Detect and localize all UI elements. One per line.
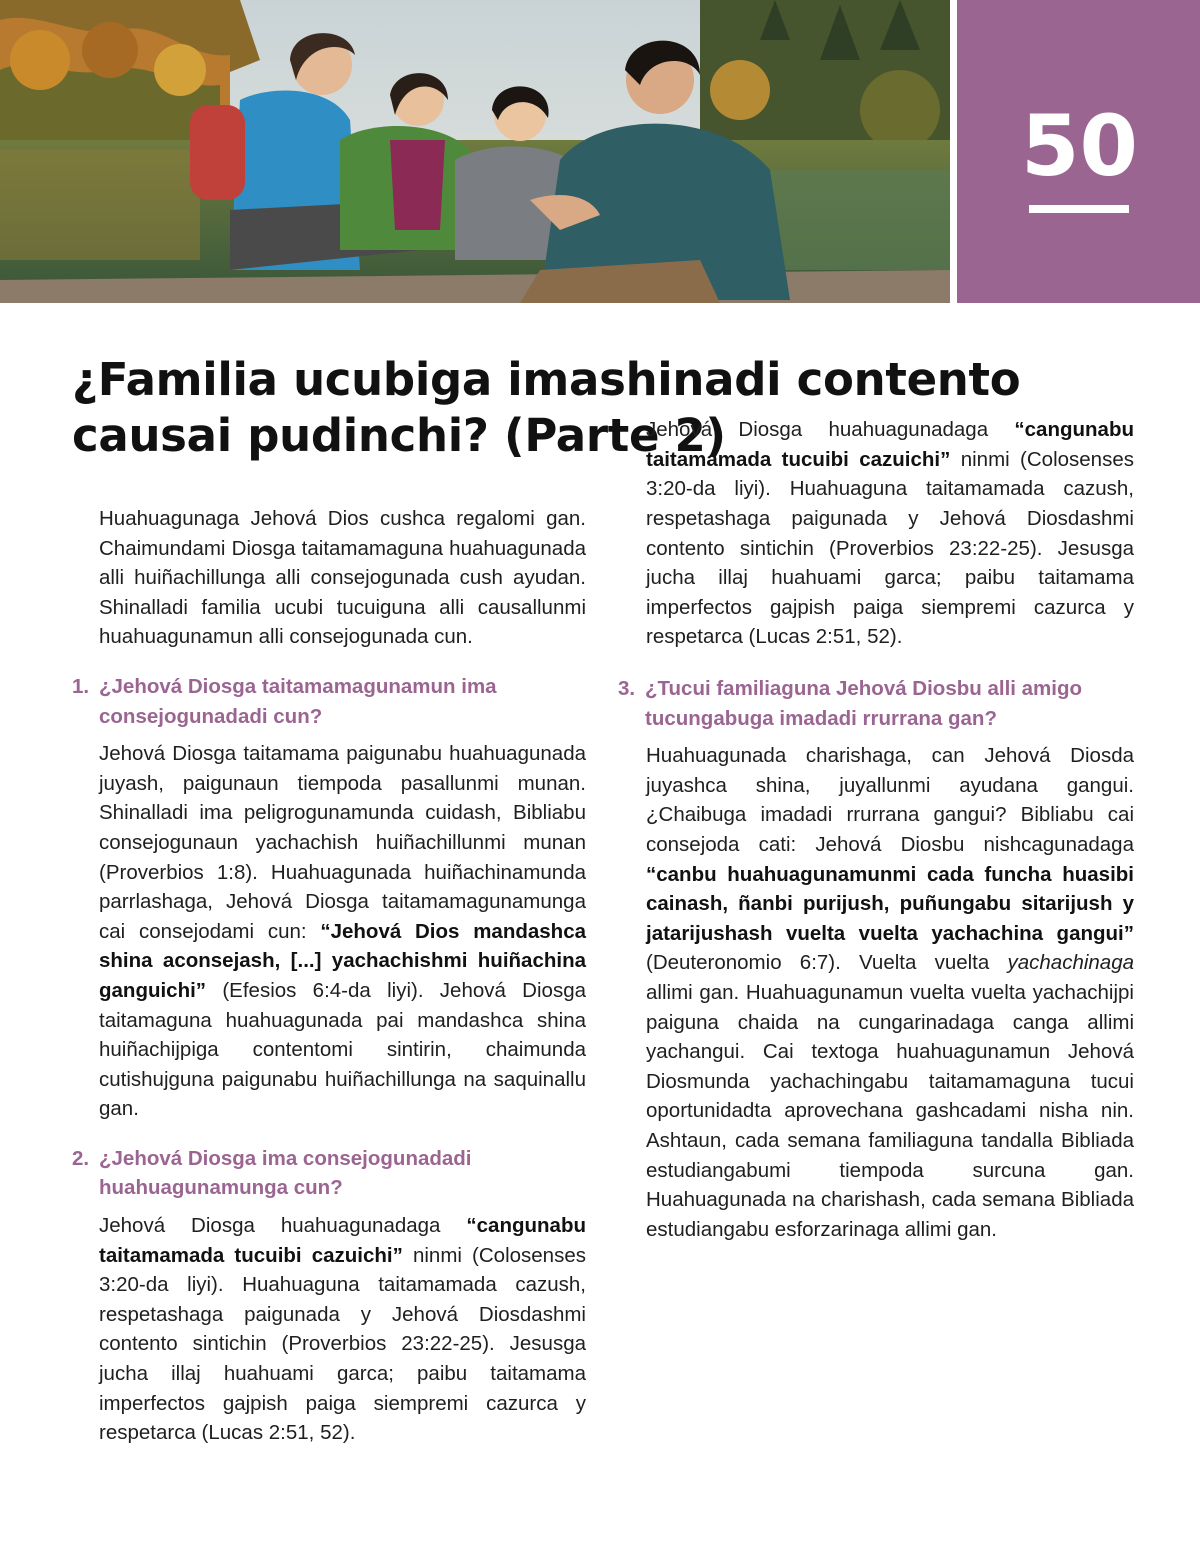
question-3 xyxy=(618,674,1134,733)
answer-2-paragraph xyxy=(99,1211,586,1445)
answer-1-text-a: Jehová Diosga taitamama paigunabu huahuagunada juyash, paigunaun tiempoda pasallunmi munan. Shinalladi ima peligrogunamunda cuidash, Bibliabu consejogunaun yachachish huiñachillunmi munan (Proverbios 1:8). Huahuagunada huiñachinamunda parrlashaga, Jehová Diosga taitamamagunamunga cai consejodami cun: xyxy=(99,742,586,943)
answer-2-cont-text-a: Jehová Diosga huahuagunadaga xyxy=(646,418,1015,442)
answer-2-quote: “cangunabu taitamamada tucuibi cazuichi” xyxy=(99,1214,586,1267)
answer-1-paragraph xyxy=(99,739,586,1124)
question-1-text: ¿Jehová Diosga taitamamagunamun ima consejogunadadi cun? xyxy=(99,674,497,728)
question-2-number: 2. xyxy=(72,1146,90,1170)
answer-2-cont-text-b: ninmi (Colosenses 3:20-da liyi). Huahuaguna taitamamada cazush, respetashaga paigunada y Jehová Diosdashmi contento sintichin (Proverbios 23:22-25). Jesusga jucha illaj huahuami garca; paibu taitamama imperfectos gajpish paiga siempremi cazurca y respetarca (Lucas 2:51, 52). xyxy=(646,447,1134,649)
answer-3-text-c: allimi gan. Huahuagunamun vuelta vuelta yachachijpi paiguna chaida na cungarinadaga canga allimi yachangui. Cai textoga huahuagunamun Jehová Diosmunda yachachingabu taitamamaguna tucui oportunidadta aprovechana gashcadami nisha nin. Ashtaun, cada semana familiaguna tandalla Bibliada estudiangabumi tiempoda surcuna gan. Huahuagunada na charishash, cada semana Bibliada estudiangabu esforzarinaga allimi gan. xyxy=(646,980,1134,1241)
answer-3-text-b: (Deuteronomio 6:7). Vuelta vuelta xyxy=(646,951,1008,975)
answer-3-quote: “canbu huahuagunamunmi cada funcha huasibi cainash, ñanbi purijush, puñungabu sitarijush y jatarijushash vuelta vuelta yachachina gangui” xyxy=(646,862,1134,945)
answer-3-text-a: Huahuagunada charishaga, can Jehová Diosda juyashca shina, juyallunmi ayudana gangui. ¿Chaibuga imadadi rrurrana gangui? Bibliabu cai consejoda cati: Jehová Diosbu nishcagunadaga xyxy=(646,744,1134,856)
answer-2-continued xyxy=(646,418,1134,652)
answer-2-cont-quote: “cangunabu taitamamada tucuibi cazuichi” xyxy=(646,418,1134,471)
hero-photo xyxy=(0,0,950,303)
answer-2-text-b: ninmi (Colosenses 3:20-da liyi). Huahuaguna taitamamada cazush, respetashaga paigunada y Jehová Diosdashmi contento sintichin (Proverbios 23:22-25). Jesusga jucha illaj huahuami garca; paibu taitamama imperfectos gajpish paiga siempremi cazurca y respetarca (Lucas 2:51, 52). xyxy=(99,1243,586,1445)
answer-2-text-a: Jehová Diosga huahuagunadaga xyxy=(99,1214,467,1238)
intro-paragraph: Huahuagunaga Jehová Dios cushca regalomi gan. Chaimundami Diosga taitamamaguna huahuagunada alli huiñachillunga alli consejogunada cush ayudan. Shinalladi familia ucubi tucuiguna alli causallunmi huahuagunamun alli consejogunada cun. xyxy=(99,507,586,649)
question-2 xyxy=(72,1144,586,1203)
answer-2-continued-flow xyxy=(646,415,1134,652)
lesson-number-badge xyxy=(957,0,1200,303)
family-on-dock-illustration xyxy=(0,0,950,303)
badge-underline xyxy=(1029,205,1129,213)
question-1-number: 1. xyxy=(72,674,90,698)
question-3-text: ¿Tucui familiaguna Jehová Diosbu alli amigo tucungabuga imadadi rrurrana gan? xyxy=(645,677,1083,730)
question-3-number: 3. xyxy=(618,677,636,700)
answer-3-italic: yachachinaga xyxy=(1007,951,1134,975)
question-2-text: ¿Jehová Diosga ima consejogunadadi huahuagunamunga cun? xyxy=(99,1146,472,1200)
lesson-number: 50 xyxy=(1021,97,1138,195)
page-title: ¿Familia ucubiga imashinadi contento causai pudinchi? (Parte 2) xyxy=(72,353,1021,462)
answer-1-text-b: (Efesios 6:4-da liyi). Jehová Diosga taitamaguna huahuagunada pai mandashca shina huiñachijpiga contentomi sintirin, chaimunda cutishujguna paigunabu huiñachillunga na saquinallu gan. xyxy=(99,978,586,1121)
left-column xyxy=(72,504,586,1445)
right-column xyxy=(618,418,1134,1244)
question-1 xyxy=(72,672,586,731)
answer-3-paragraph xyxy=(646,741,1134,1244)
answer-1-quote: “Jehová Dios mandashca shina aconsejash, [...] yachachishmi huiñachina ganguichi” xyxy=(99,919,586,1002)
